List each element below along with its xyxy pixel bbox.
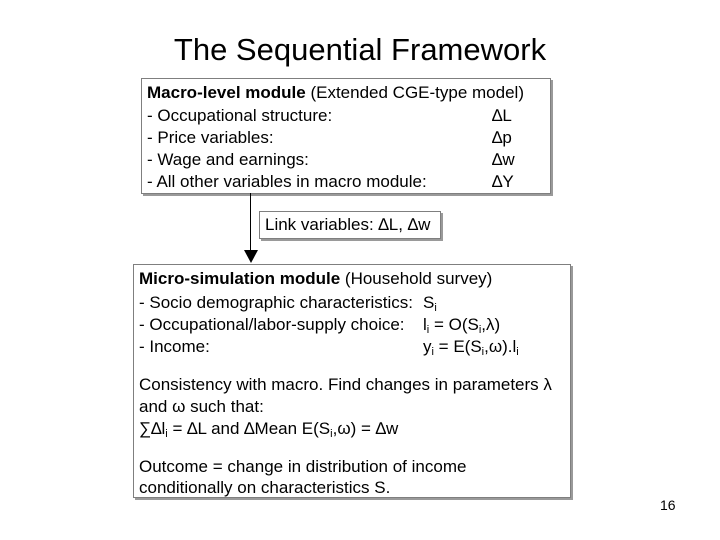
micro-row-formula: $S_i$ — [423, 293, 437, 314]
flow-connector-line — [250, 193, 251, 253]
macro-module-box — [141, 78, 551, 194]
micro-row-formula: $y_i = E(S_i,\omega).l_i$ — [423, 337, 519, 358]
macro-row-label: - All other variables in macro module: — [147, 172, 427, 191]
macro-heading-rest: (Extended CGE-type model) — [305, 83, 524, 102]
macro-row-symbol: ∆L — [492, 106, 512, 125]
micro-module-box — [133, 264, 571, 498]
flow-arrow-head — [243, 250, 259, 264]
micro-heading-rest: (Household survey) — [340, 269, 493, 288]
micro-row-label: - Socio demographic characteristics: — [139, 293, 414, 312]
macro-row-label: - Occupational structure: — [147, 106, 333, 125]
page-number: 16 — [660, 497, 676, 513]
outcome-line: Outcome = change in distribution of income — [139, 457, 467, 476]
micro-row-label: - Income: — [139, 337, 210, 356]
link-variables-text: Link variables: ∆L, ∆w — [265, 215, 431, 234]
micro-row-formula: $l_i = O(S_i,\lambda)$ — [423, 315, 501, 336]
macro-heading-bold: Macro-level module — [147, 83, 306, 102]
macro-row-symbol: ∆p — [492, 128, 512, 147]
outcome-line: conditionally on characteristics S. — [139, 478, 391, 497]
macro-row-label: - Price variables: — [147, 128, 274, 147]
slide-title: The Sequential Framework — [173, 32, 547, 67]
macro-row-label: - Wage and earnings: — [147, 150, 309, 169]
macro-row-symbol: ∆Y — [492, 172, 514, 191]
macro-row-symbol: ∆w — [492, 150, 515, 169]
micro-heading-bold: Micro-simulation module — [139, 269, 341, 288]
consistency-line: and ω such that: — [139, 397, 264, 416]
link-variables-box — [259, 211, 441, 239]
micro-row-label: - Occupational/labor-supply choice: — [139, 315, 405, 334]
macro-heading — [147, 82, 524, 104]
consistency-equation: $\sum\Delta l_i = \Delta L$ and ∆Mean $E(S_i,\omega) = \Delta w$ — [139, 419, 399, 440]
consistency-line: Consistency with macro. Find changes in parameters λ — [139, 375, 552, 394]
micro-heading — [139, 268, 492, 290]
